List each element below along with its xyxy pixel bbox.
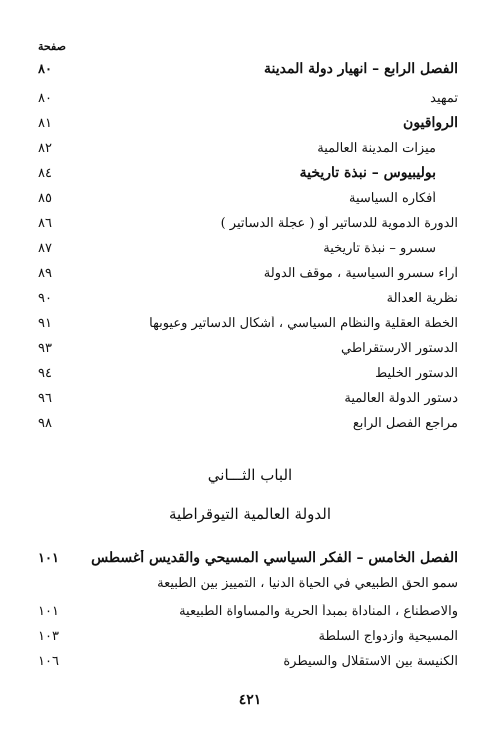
page-number: ٤٢١ (238, 692, 262, 708)
chapter-5-heading-row (38, 547, 458, 569)
toc-entry (38, 87, 458, 109)
toc-entry (38, 362, 458, 384)
toc-entry-title: دستور الدولة العالمية (344, 390, 458, 406)
toc-entry-title: الدورة الدموية للدساتير أو ( عجلة الدساتير ) (220, 215, 458, 231)
toc-entry-page: ٩٨ (38, 415, 52, 431)
toc-entry (38, 625, 458, 647)
toc-entry-title: أفكاره السياسية (348, 190, 436, 206)
toc-entry-title: بوليبيوس – نبذة تاريخية (299, 165, 436, 181)
chapter-5-line-1: سمو الحق الطبيعي في الحياة الدنيا ، التمييز بين الطبيعة (157, 576, 458, 591)
toc-entry-page: ٨٩ (38, 265, 52, 281)
toc-entry-title: والاصطناع ، المناداة بمبدأ الحرية والمساواة الطبيعية (179, 603, 458, 619)
part-2-heading: الباب الثـــاني (207, 466, 293, 484)
toc-entry-title: نظرية العدالة (386, 290, 458, 306)
toc-entry (38, 600, 458, 622)
toc-entry-page: ٨٤ (38, 165, 52, 181)
toc-entry-title: تمهيد (430, 90, 458, 106)
toc-entry-page: ٨٦ (38, 215, 52, 231)
toc-entry-page: ٨٥ (38, 190, 52, 206)
toc-entry-title: الدستور الارستقراطي (341, 340, 458, 356)
toc-entry-title: الخطة العقلية والنظام السياسي ، أشكال الدساتير وعيوبها (149, 315, 458, 331)
toc-entry (38, 387, 458, 409)
toc-entry (38, 650, 458, 672)
toc-entry-title: سسرو – نبذة تاريخية (323, 240, 436, 256)
toc-entry-page: ٩٤ (38, 365, 52, 381)
toc-entry-page: ٨٧ (38, 240, 52, 256)
toc-entry (38, 237, 458, 259)
chapter-4-page: ٨٠ (38, 61, 52, 77)
toc-entry (38, 287, 458, 309)
part-2-subtitle: الدولة العالمية التيوقراطية (168, 505, 332, 523)
toc-entry-page: ٩١ (38, 315, 52, 331)
toc-entry-title: الرواقيون (403, 115, 458, 131)
toc-entry-page: ١٠٣ (38, 628, 59, 644)
toc-entry (38, 212, 458, 234)
toc-entry-page: ٨٢ (38, 140, 52, 156)
toc-entry-title: الكنيسة بين الاستقلال والسيطرة (283, 653, 458, 669)
toc-entry-title: المسيحية وازدواج السلطة (318, 628, 458, 644)
toc-entry-title: آراء سسرو السياسية ، موقف الدولة (263, 265, 458, 281)
toc-entry-title: ميزات المدينة العالمية (317, 140, 436, 156)
toc-entry (38, 262, 458, 284)
toc-entry (38, 162, 458, 184)
toc-entry (38, 112, 458, 134)
toc-entry-page: ٨١ (38, 115, 52, 131)
chapter-5-page: ١٠١ (38, 550, 59, 566)
toc-entry (38, 412, 458, 434)
toc-entry (38, 187, 458, 209)
toc-entry-page: ١٠١ (38, 603, 59, 619)
toc-entry-page: ٩٠ (38, 290, 52, 306)
chapter-4-title: الفصل الرابع – انهيار دولة المدينة (264, 61, 458, 77)
toc-entry (38, 137, 458, 159)
chapter-4-heading-row (38, 58, 458, 80)
toc-entry (38, 337, 458, 359)
toc-entry-title: مراجع الفصل الرابع (352, 415, 458, 431)
toc-entry-page: ١٠٦ (38, 653, 59, 669)
chapter-5-title: الفصل الخامس – الفكر السياسي المسيحي والقديس أغسطس (91, 550, 458, 566)
toc-entry-page: ٨٠ (38, 90, 52, 106)
toc-entry-title: الدستور الخليط (375, 365, 458, 381)
toc-entry-page: ٩٦ (38, 390, 52, 406)
toc-entry (38, 312, 458, 334)
toc-entry-page: ٩٣ (38, 340, 52, 356)
page-column-label: صفحة (38, 40, 66, 53)
